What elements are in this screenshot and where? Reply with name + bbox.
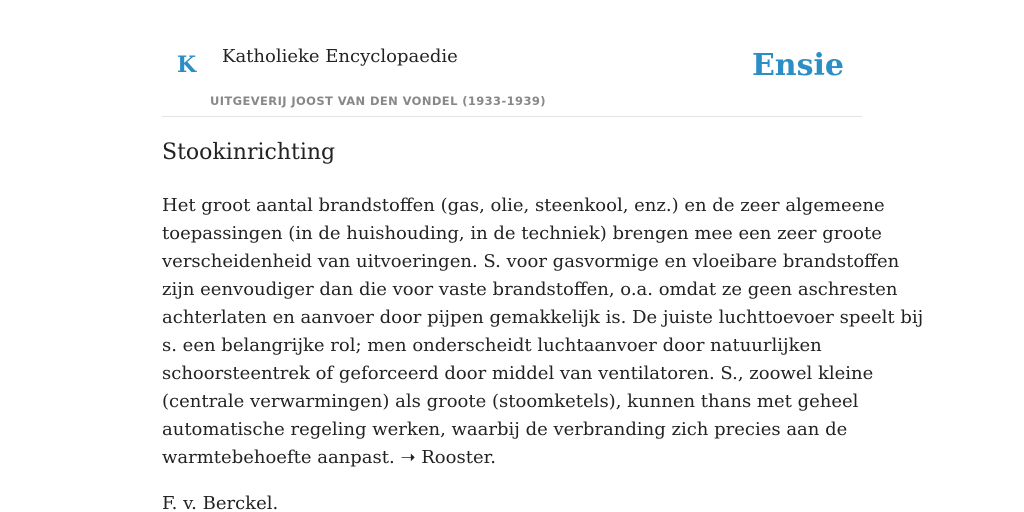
publisher-label: UITGEVERIJ JOOST VAN DEN VONDEL (1933-1939)	[210, 94, 546, 108]
article-title: Stookinrichting	[162, 140, 336, 165]
article-body-line: (centrale verwarmingen) als groote (stoomketels), kunnen thans met geheel	[162, 391, 859, 412]
content-container	[162, 0, 924, 512]
article-body-line: warmtebehoefte aanpast. ➝ Rooster.	[162, 447, 496, 468]
encyclopedia-title[interactable]: Katholieke Encyclopaedie	[222, 46, 458, 67]
article-body-line: s. een belangrijke rol; men onderscheidt luchtaanvoer door natuurlijken	[162, 335, 822, 356]
encyclopedia-logo-icon[interactable]: K	[177, 52, 197, 78]
ensie-brand-logo[interactable]: Ensie	[751, 48, 844, 83]
article-body-line: automatische regeling werken, waarbij de verbranding zich precies aan de	[162, 419, 848, 440]
article-author: F. v. Berckel.	[162, 493, 279, 512]
article-body	[162, 192, 924, 472]
article-body-line: Het groot aantal brandstoffen (gas, olie, steenkool, enz.) en de zeer algemeene	[162, 195, 885, 216]
article-body-line: achterlaten en aanvoer door pijpen gemakkelijk is. De juiste luchttoevoer speelt bij	[162, 307, 924, 328]
encyclopedia-header	[162, 0, 862, 117]
article-body-line: zijn eenvoudiger dan die voor vaste brandstoffen, o.a. omdat ze geen aschresten	[162, 279, 898, 300]
article-body-line: toepassingen (in de huishouding, in de techniek) brengen mee een zeer groote	[162, 223, 882, 244]
article-body-line: schoorsteentrek of geforceerd door middel van ventilatoren. S., zoowel kleine	[162, 363, 874, 384]
article-body-line: verscheidenheid van uitvoeringen. S. voor gasvormige en vloeibare brandstoffen	[162, 251, 900, 272]
